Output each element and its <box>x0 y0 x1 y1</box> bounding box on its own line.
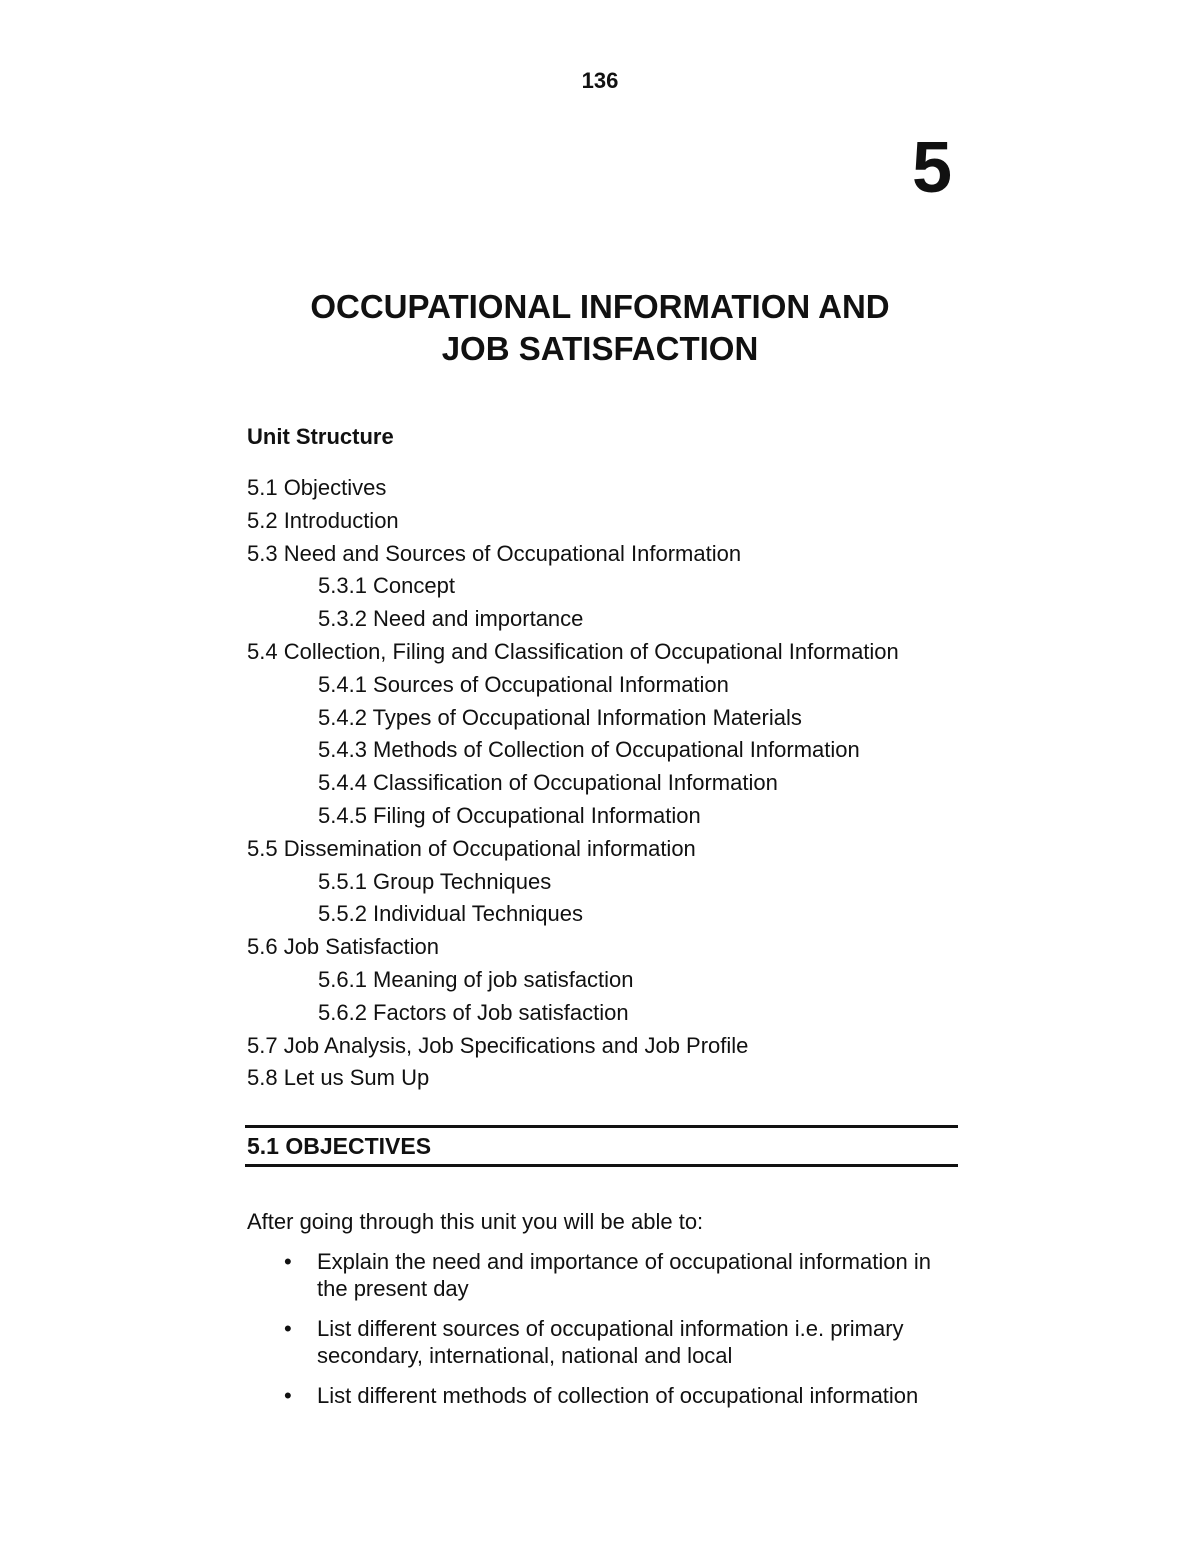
objectives-intro: After going through this unit you will be able to: <box>247 1209 704 1234</box>
unit-structure-heading: Unit Structure <box>247 424 394 449</box>
chapter-number: 5 <box>911 128 952 208</box>
toc-item: 5.7 Job Analysis, Job Specifications and Job Profile <box>247 1032 749 1058</box>
toc-subitem: 5.4.3 Methods of Collection of Occupational Information <box>318 737 860 763</box>
objective-text: List different sources of occupational information i.e. primary secondary, international, national and local <box>317 1316 904 1368</box>
objectives-list <box>247 1248 952 1422</box>
page-number: 136 <box>581 68 619 93</box>
toc-subitem: 5.4.4 Classification of Occupational Information <box>318 770 778 796</box>
objective-text: List different methods of collection of occupational information <box>317 1383 919 1408</box>
objective-item <box>247 1248 952 1302</box>
toc-item: 5.4 Collection, Filing and Classification of Occupational Information <box>247 638 899 664</box>
toc-item: 5.2 Introduction <box>247 507 399 533</box>
objective-item <box>247 1382 952 1409</box>
toc-subitem: 5.5.2 Individual Techniques <box>318 901 584 927</box>
toc-subitem: 5.3.2 Need and importance <box>318 606 584 632</box>
toc-subitem: 5.4.1 Sources of Occupational Information <box>318 671 729 697</box>
objective-item <box>247 1315 952 1369</box>
objectives-heading: 5.1 OBJECTIVES <box>247 1133 432 1159</box>
section-rule-bottom <box>245 1164 958 1167</box>
toc-item: 5.1 Objectives <box>247 475 387 500</box>
unit-structure-list <box>247 472 899 1095</box>
toc-item: 5.6 Job Satisfaction <box>247 934 440 960</box>
bullet-icon: • <box>284 1316 292 1341</box>
toc-item: 5.8 Let us Sum Up <box>247 1065 430 1091</box>
toc-subitem: 5.4.2 Types of Occupational Information Materials <box>318 704 802 730</box>
bullet-icon: • <box>284 1249 292 1274</box>
toc-subitem: 5.5.1 Group Techniques <box>318 868 552 894</box>
section-rule-top <box>245 1125 958 1128</box>
toc-item: 5.5 Dissemination of Occupational information <box>247 835 696 861</box>
toc-subitem: 5.6.1 Meaning of job satisfaction <box>318 966 634 992</box>
toc-subitem: 5.6.2 Factors of Job satisfaction <box>318 999 629 1025</box>
toc-subitem: 5.3.1 Concept <box>318 573 455 599</box>
objective-text: Explain the need and importance of occupational information in the present day <box>317 1249 931 1301</box>
toc-item: 5.3 Need and Sources of Occupational Information <box>247 540 742 566</box>
chapter-title-line: OCCUPATIONAL INFORMATION AND <box>310 288 890 325</box>
chapter-title <box>0 286 1200 370</box>
chapter-title-line: JOB SATISFACTION <box>441 330 759 367</box>
toc-subitem: 5.4.5 Filing of Occupational Information <box>318 802 701 828</box>
bullet-icon: • <box>284 1383 292 1408</box>
